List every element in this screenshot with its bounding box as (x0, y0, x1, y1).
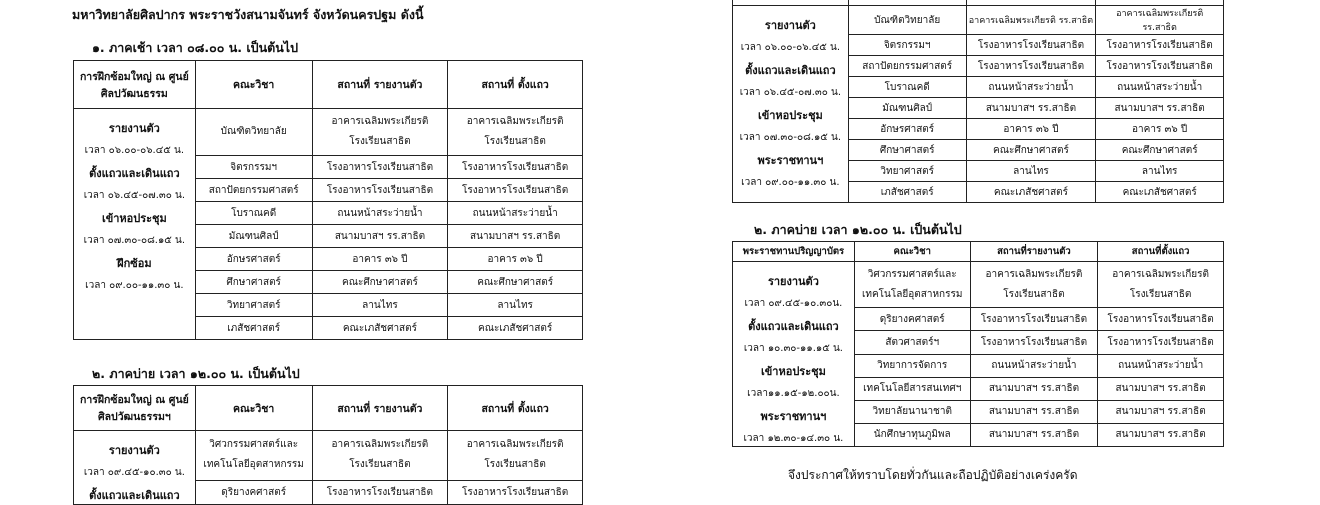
report-location-cell: ลานไทร (312, 294, 448, 317)
faculty-cell: สถาปัตยกรรมศาสตร์ (848, 56, 966, 77)
header-cell: การฝึกซ้อมใหญ่ ณ ศูนย์ศิลปวัฒนธรรม (74, 61, 196, 109)
header-cell: คณะวิชา (195, 386, 312, 431)
line-up-location-cell: ลานไทร (1096, 161, 1224, 182)
faculty-cell: มัณฑนศิลป์ (195, 225, 312, 248)
line-up-location-cell: อาคารเฉลิมพระเกียรติ รร.สาธิต (1096, 6, 1224, 35)
schedule-time: เวลา ๐๙.๔๕-๑๐.๓๐ น. (83, 467, 185, 478)
schedule-time: เวลา ๐๗.๓๐-๐๘.๑๕ น. (739, 132, 842, 143)
report-location-cell: สนามบาสฯ รร.สาธิต (312, 225, 448, 248)
faculty-cell: วิศวกรรมศาสตร์และ เทคโนโลยีอุตสาหกรรม (195, 431, 312, 481)
line-up-location-cell: คณะศึกษาศาสตร์ (1096, 140, 1224, 161)
faculty-cell: ศึกษาศาสตร์ (848, 140, 966, 161)
report-location-cell: อาคาร ๓๖ ปี (312, 248, 448, 271)
report-location-cell: คณะเภสัชศาสตร์ (312, 317, 448, 340)
faculty-cell: จิตรกรรมฯ (195, 156, 312, 179)
faculty-cell: มัณฑนศิลป์ (848, 98, 966, 119)
schedule-label: ตั้งแถวและเดินแถว (745, 64, 836, 77)
faculty-cell: อักษรศาสตร์ (195, 248, 312, 271)
line-up-location-cell: อาคาร ๓๖ ปี (1096, 119, 1224, 140)
line-up-location-cell: ถนนหน้าสระว่ายน้ำ (1098, 354, 1224, 377)
schedule-label: ฝึกซ้อม (117, 257, 152, 270)
morning-heading: ๑. ภาคเช้า เวลา ๐๘.๐๐ น. เป็นต้นไป (92, 40, 299, 55)
intro-text: มหาวิทยาลัยศิลปากร พระราชวังสนามจันทร์ จังหวัดนครปฐม ดังนี้ (72, 7, 424, 22)
faculty-cell: ดุริยางคศาสตร์ (854, 308, 970, 331)
line-up-location-cell: ถนนหน้าสระว่ายน้ำ (1096, 77, 1224, 98)
faculty-cell: โบราณคดี (848, 77, 966, 98)
header-cell: คณะวิชา (854, 242, 970, 262)
schedule-label: รายงานตัว (108, 444, 160, 457)
faculty-cell: เภสัชศาสตร์ (195, 317, 312, 340)
faculty-cell: วิทยาศาสตร์ (195, 294, 312, 317)
report-location-cell: ลานไทร (966, 161, 1096, 182)
header-cell: พระราชทานปริญญาบัตร (733, 242, 855, 262)
report-location-cell: สนามบาสฯ รร.สาธิต (966, 98, 1096, 119)
faculty-cell: จิตรกรรมฯ (848, 35, 966, 56)
right-afternoon-heading: ๒. ภาคบ่าย เวลา ๑๒.๐๐ น. เป็นต้นไป (754, 222, 962, 237)
faculty-cell: สถาปัตยกรรมศาสตร์ (195, 179, 312, 202)
right-morning-table (732, 0, 1224, 203)
right-page (660, 0, 1320, 500)
schedule-time: เวลา ๑๐.๓๐-๑๑.๑๕ น. (743, 343, 843, 354)
schedule-label: พระราชทานฯ (760, 410, 827, 423)
schedule-label: ตั้งแถวและเดินแถว (89, 167, 180, 180)
report-location-cell: อาคารเฉลิมพระเกียรติ โรงเรียนสาธิต (312, 109, 448, 156)
faculty-cell: วิศวกรรมศาสตร์และ เทคโนโลยีอุตสาหกรรม (854, 262, 970, 308)
right-afternoon-table (732, 241, 1224, 447)
schedule-time: เวลา ๐๖.๐๐-๐๖.๔๕ น. (84, 145, 185, 156)
report-location-cell: คณะศึกษาศาสตร์ (312, 271, 448, 294)
report-location-cell: โรงอาหารโรงเรียนสาธิต (966, 35, 1096, 56)
line-up-location-cell: อาคารเฉลิมพระเกียรติ โรงเรียนสาธิต (448, 431, 583, 481)
report-location-cell: สนามบาสฯ รร.สาธิต (970, 400, 1098, 423)
report-location-cell: คณะศึกษาศาสตร์ (966, 140, 1096, 161)
report-location-cell: สนามบาสฯ รร.สาธิต (970, 423, 1098, 446)
header-cell: สถานที่ ตั้งแถว (448, 61, 583, 109)
schedule-cell (74, 431, 196, 505)
line-up-location-cell: คณะเภสัชศาสตร์ (448, 317, 583, 340)
line-up-location-cell: โรงอาหารโรงเรียนสาธิต (448, 156, 583, 179)
header-cell: การฝึกซ้อมใหญ่ ณ ศูนย์ศิลปวัฒนธรรมฯ (74, 386, 196, 431)
schedule-time: เวลา ๐๙.๐๐-๑๑.๓๐ น. (85, 280, 184, 291)
header-cell: สถานที่ รายงานตัว (312, 386, 448, 431)
header-cell: คณะวิชา (195, 61, 312, 109)
left-page (0, 0, 660, 500)
line-up-location-cell: ลานไทร (448, 294, 583, 317)
line-up-location-cell: สนามบาสฯ รร.สาธิต (1098, 400, 1224, 423)
schedule-label: รายงานตัว (108, 122, 160, 135)
schedule-time: เวลา ๐๖.๐๐-๐๖.๔๕ น. (740, 42, 841, 53)
schedule-time: เวลา ๐๖.๔๕-๐๗.๓๐ น. (739, 87, 841, 98)
header-cell: สถานที่ รายงานตัว (312, 61, 448, 109)
faculty-cell: โบราณคดี (195, 202, 312, 225)
report-location-cell: โรงอาหารโรงเรียนสาธิต (970, 331, 1098, 354)
schedule-label: ตั้งแถวและเดินแถว (748, 320, 839, 333)
afternoon-heading: ๒. ภาคบ่าย เวลา ๑๒.๐๐ น. เป็นต้นไป (92, 366, 300, 381)
schedule-cell (733, 262, 855, 447)
report-location-cell: ถนนหน้าสระว่ายน้ำ (970, 354, 1098, 377)
schedule-label: รายงานตัว (767, 275, 819, 288)
report-location-cell: ถนนหน้าสระว่ายน้ำ (312, 202, 448, 225)
faculty-cell: บัณฑิตวิทยาลัย (848, 6, 966, 35)
line-up-location-cell: สนามบาสฯ รร.สาธิต (1098, 377, 1224, 400)
report-location-cell: โรงอาหารโรงเรียนสาธิต (970, 308, 1098, 331)
report-location-cell: อาคารเฉลิมพระเกียรติ โรงเรียนสาธิต (312, 431, 448, 481)
faculty-cell: วิทยาการจัดการ (854, 354, 970, 377)
line-up-location-cell: โรงอาหารโรงเรียนสาธิต (1096, 56, 1224, 77)
schedule-time: เวลา ๐๙.๔๕-๑๐.๓๐น. (744, 298, 843, 309)
schedule-time: เวลา ๐๙.๐๐-๑๑.๓๐ น. (741, 177, 840, 188)
schedule-label: ตั้งแถวและเดินแถว (89, 489, 180, 502)
schedule-label: เข้าหอประชุม (101, 212, 167, 225)
line-up-location-cell: โรงอาหารโรงเรียนสาธิต (1098, 308, 1224, 331)
report-location-cell: โรงอาหารโรงเรียนสาธิต (312, 179, 448, 202)
report-location-cell: อาคารเฉลิมพระเกียรติ รร.สาธิต (966, 6, 1096, 35)
schedule-cell (74, 109, 196, 340)
line-up-location-cell: คณะศึกษาศาสตร์ (448, 271, 583, 294)
schedule-time: เวลา ๐๗.๓๐-๐๘.๑๕ น. (83, 235, 186, 246)
faculty-cell: สัตวศาสตร์ฯ (854, 331, 970, 354)
faculty-cell: ศึกษาศาสตร์ (195, 271, 312, 294)
report-location-cell: อาคาร ๓๖ ปี (966, 119, 1096, 140)
schedule-label: รายงานตัว (764, 19, 816, 32)
report-location-cell: โรงอาหารโรงเรียนสาธิต (312, 156, 448, 179)
schedule-time: เวลา ๐๖.๔๕-๐๗.๓๐ น. (83, 190, 185, 201)
line-up-location-cell: โรงอาหารโรงเรียนสาธิต (1098, 331, 1224, 354)
schedule-label: เข้าหอประชุม (761, 365, 826, 378)
closing-text: จึงประกาศให้ทราบโดยทั่วกันและถือปฏิบัติอย่างเคร่งครัด (788, 468, 1078, 482)
header-cell: สถานที่ตั้งแถว (1098, 242, 1224, 262)
line-up-location-cell: โรงอาหารโรงเรียนสาธิต (448, 480, 583, 504)
report-location-cell: คณะเภสัชศาสตร์ (966, 182, 1096, 203)
line-up-location-cell: สนามบาสฯ รร.สาธิต (448, 225, 583, 248)
line-up-location-cell: อาคาร ๓๖ ปี (448, 248, 583, 271)
line-up-location-cell: โรงอาหารโรงเรียนสาธิต (1096, 35, 1224, 56)
schedule-time: เวลา๑๑.๑๕-๑๒.๐๐น. (747, 388, 840, 399)
faculty-cell: ดุริยางคศาสตร์ (195, 480, 312, 504)
line-up-location-cell: สนามบาสฯ รร.สาธิต (1098, 423, 1224, 446)
report-location-cell: โรงอาหารโรงเรียนสาธิต (312, 480, 448, 504)
line-up-location-cell: โรงอาหารโรงเรียนสาธิต (448, 179, 583, 202)
faculty-cell: อักษรศาสตร์ (848, 119, 966, 140)
line-up-location-cell: อาคารเฉลิมพระเกียรติ โรงเรียนสาธิต (448, 109, 583, 156)
faculty-cell: บัณฑิตวิทยาลัย (195, 109, 312, 156)
header-cell: สถานที่รายงานตัว (970, 242, 1098, 262)
line-up-location-cell: อาคารเฉลิมพระเกียรติ โรงเรียนสาธิต (1098, 262, 1224, 308)
schedule-label: พระราชทานฯ (757, 154, 824, 167)
faculty-cell: นักศึกษาทุนภูมิพล (854, 423, 970, 446)
header-cell: สถานที่ ตั้งแถว (448, 386, 583, 431)
line-up-location-cell: คณะเภสัชศาสตร์ (1096, 182, 1224, 203)
line-up-location-cell: สนามบาสฯ รร.สาธิต (1096, 98, 1224, 119)
faculty-cell: วิทยาศาสตร์ (848, 161, 966, 182)
line-up-location-cell: ถนนหน้าสระว่ายน้ำ (448, 202, 583, 225)
faculty-cell: วิทยาลัยนานาชาติ (854, 400, 970, 423)
schedule-label: เข้าหอประชุม (757, 109, 823, 122)
faculty-cell: เทคโนโลยีสารสนเทศฯ (854, 377, 970, 400)
report-location-cell: ถนนหน้าสระว่ายน้ำ (966, 77, 1096, 98)
faculty-cell: เภสัชศาสตร์ (848, 182, 966, 203)
report-location-cell: สนามบาสฯ รร.สาธิต (970, 377, 1098, 400)
report-location-cell: โรงอาหารโรงเรียนสาธิต (966, 56, 1096, 77)
report-location-cell: อาคารเฉลิมพระเกียรติ โรงเรียนสาธิต (970, 262, 1098, 308)
afternoon-table (73, 385, 583, 505)
schedule-cell (733, 6, 849, 203)
schedule-time: เวลา ๑๒.๓๐-๑๔.๓๐ น. (743, 433, 844, 444)
morning-table (73, 60, 583, 340)
